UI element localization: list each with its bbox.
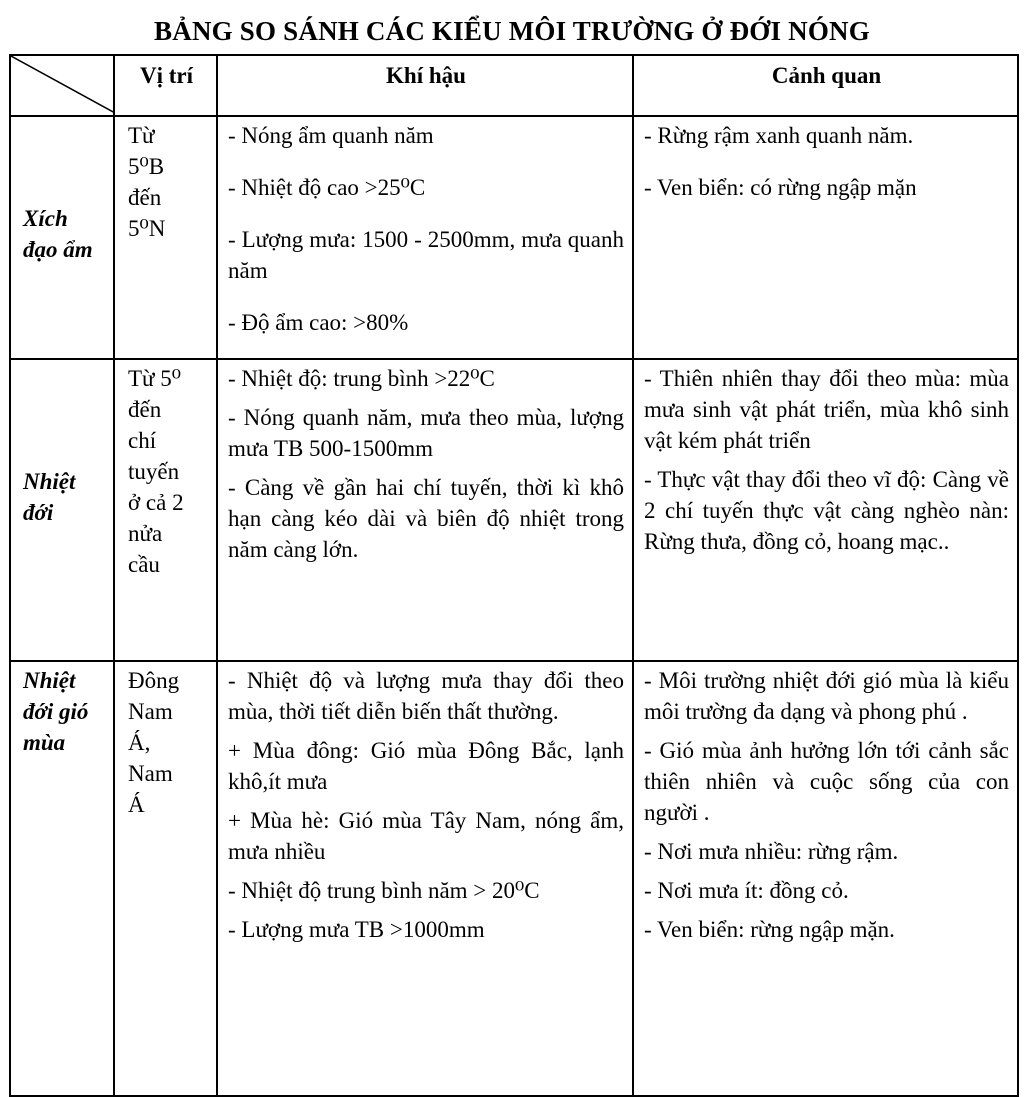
climate-item: - Nhiệt độ: trung bình >22⁰C: [228, 366, 495, 391]
climate-item: - Nóng quanh năm, mưa theo mùa, lượng mưa TB 500-1500mm: [228, 405, 624, 461]
position-cell: [114, 359, 217, 661]
landscape-item: - Gió mùa ảnh hưởng lớn tới cảnh sắc thiên nhiên và cuộc sống của con người .: [644, 738, 1009, 825]
landscape-item: - Ven biển: có rừng ngập mặn: [644, 175, 917, 200]
climate-item: - Nhiệt độ cao >25⁰C: [228, 175, 426, 200]
header-climate: Khí hậu: [217, 55, 633, 116]
table-row: [10, 116, 1018, 359]
landscape-cell: [633, 359, 1018, 661]
landscape-item: - Thiên nhiên thay đổi theo mùa: mùa mưa sinh vật phát triển, mùa khô sinh vật kém phát triển: [644, 366, 1009, 453]
landscape-item: - Môi trường nhiệt đới gió mùa là kiểu môi trường đa dạng và phong phú .: [644, 668, 1009, 724]
row-label-text: Nhiệt đới: [23, 468, 76, 525]
header-position: Vị trí: [114, 55, 217, 116]
table-row: [10, 359, 1018, 661]
row-label: [10, 661, 114, 1096]
landscape-item: - Nơi mưa nhiều: rừng rậm.: [644, 839, 899, 864]
position-line: nửa: [128, 521, 163, 546]
climate-cell: [217, 116, 633, 359]
climate-item: - Nhiệt độ và lượng mưa thay đổi theo mùa, thời tiết diễn biến thất thường.: [228, 668, 624, 724]
comparison-table: [9, 54, 1019, 1097]
climate-cell: [217, 359, 633, 661]
position-line: tuyến: [128, 459, 180, 484]
position-line: 5⁰B: [128, 154, 165, 179]
climate-item: + Mùa hè: Gió mùa Tây Nam, nóng ẩm, mưa nhiều: [228, 808, 624, 864]
position-cell: [114, 116, 217, 359]
climate-item: - Nóng ẩm quanh năm: [228, 123, 434, 148]
position-line: đến: [128, 397, 162, 422]
corner-cell: [10, 55, 114, 116]
landscape-item: - Ven biển: rừng ngập mặn.: [644, 917, 895, 942]
climate-item: - Lượng mưa: 1500 - 2500mm, mưa quanh năm: [228, 227, 624, 283]
landscape-cell: [633, 116, 1018, 359]
position-line: Á,: [128, 730, 151, 755]
position-line: Á: [128, 792, 145, 817]
climate-item: - Nhiệt độ trung bình năm > 20⁰C: [228, 878, 540, 903]
landscape-item: - Rừng rậm xanh quanh năm.: [644, 123, 914, 148]
landscape-item: - Nơi mưa ít: đồng cỏ.: [644, 878, 849, 903]
position-line: Nam: [128, 761, 173, 786]
row-label-text: Xích đạo ẩm: [23, 206, 93, 262]
climate-item: - Độ ẩm cao: >80%: [228, 310, 409, 335]
landscape-cell: [633, 661, 1018, 1096]
position-line: đến: [128, 185, 162, 210]
climate-item: - Càng về gần hai chí tuyến, thời kì khô hạn càng kéo dài và biên độ nhiệt trong năm càng lớn.: [228, 475, 624, 562]
table-row: [10, 661, 1018, 1096]
position-line: 5⁰N: [128, 216, 166, 241]
position-line: cầu: [128, 552, 160, 577]
position-line: Từ 5⁰: [128, 366, 181, 391]
position-line: chí: [128, 428, 157, 453]
climate-cell: [217, 661, 633, 1096]
position-line: Đông: [128, 668, 180, 693]
position-cell: [114, 661, 217, 1096]
climate-item: + Mùa đông: Gió mùa Đông Bắc, lạnh khô,ít mưa: [228, 738, 624, 794]
row-label: [10, 116, 114, 359]
position-line: Nam: [128, 699, 173, 724]
diagonal-divider: [11, 56, 114, 113]
landscape-item: - Thực vật thay đổi theo vĩ độ: Càng về 2 chí tuyến thực vật càng nghèo nàn: Rừng thưa, đồng cỏ, hoang mạc..: [644, 467, 1009, 554]
row-label: [10, 359, 114, 661]
header-row: [10, 55, 1018, 116]
header-landscape: Cảnh quan: [633, 55, 1018, 116]
position-line: ở cả 2: [128, 490, 184, 515]
position-line: Từ: [128, 123, 155, 148]
climate-item: - Lượng mưa TB >1000mm: [228, 917, 485, 942]
row-label-text: Nhiệt đới gió mùa: [23, 668, 89, 755]
table-title: BẢNG SO SÁNH CÁC KIỂU MÔI TRƯỜNG Ở ĐỚI NÓNG: [154, 16, 870, 46]
